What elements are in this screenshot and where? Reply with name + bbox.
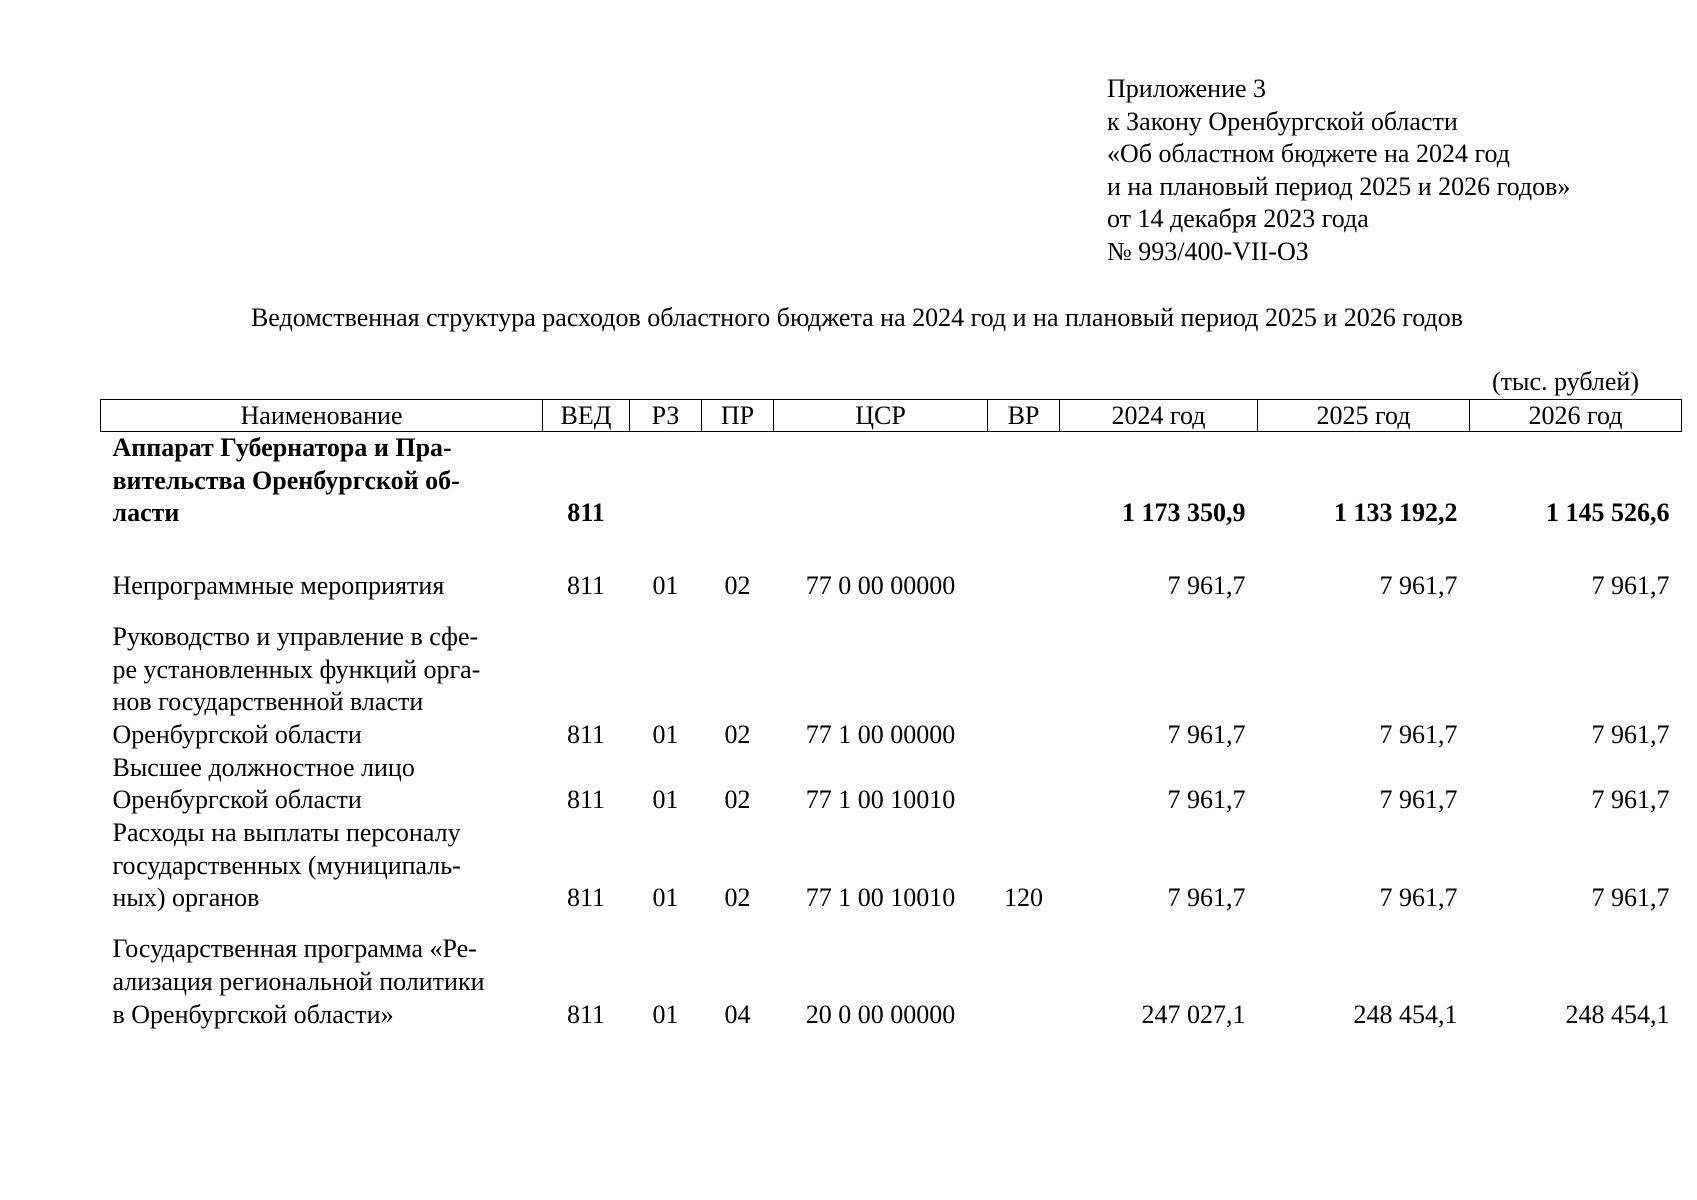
cell-name-line: Оренбургской области bbox=[112, 785, 362, 815]
cell-name-line: Аппарат Губернатора и Пра- bbox=[112, 433, 452, 462]
budget-table bbox=[100, 399, 1682, 1031]
cell-2026: 7 961,7 bbox=[1591, 571, 1670, 601]
cell-pr: 04 bbox=[724, 999, 751, 1029]
cell-2025: 7 961,7 bbox=[1379, 883, 1458, 913]
header-2026: 2026 год bbox=[1470, 400, 1682, 432]
header-2025: 2025 год bbox=[1258, 400, 1470, 432]
cell-name bbox=[101, 432, 543, 531]
cell-name-line: Высшее должностное лицо bbox=[112, 752, 415, 782]
cell-name-line: ласти bbox=[112, 498, 180, 528]
cell-2026: 7 961,7 bbox=[1591, 719, 1670, 749]
cell-2025: 1 133 192,2 bbox=[1334, 498, 1458, 528]
cell-name bbox=[101, 603, 543, 752]
table-row bbox=[101, 817, 1682, 915]
cell-2024: 7 961,7 bbox=[1167, 785, 1246, 815]
cell-ved: 811 bbox=[566, 719, 606, 749]
header-2024: 2024 год bbox=[1060, 400, 1258, 432]
cell-name-line: государственных (муниципаль- bbox=[112, 850, 461, 880]
cell-ved: 811 bbox=[566, 999, 606, 1029]
cell-csr: 77 1 00 10010 bbox=[805, 883, 956, 913]
cell-pr: 02 bbox=[724, 719, 751, 749]
cell-rz: 01 bbox=[652, 785, 679, 815]
cell-ved: 811 bbox=[567, 498, 605, 528]
cell-ved: 811 bbox=[566, 883, 606, 913]
header-pr: ПР bbox=[702, 400, 774, 432]
cell-name bbox=[101, 817, 543, 915]
cell-name bbox=[101, 752, 543, 817]
cell-name-line: Непрограммные мероприятия bbox=[112, 571, 445, 601]
cell-rz: 01 bbox=[652, 571, 679, 601]
cell-vr bbox=[988, 432, 1060, 531]
units-label: (тыс. рублей) bbox=[1491, 367, 1639, 396]
cell-pr bbox=[702, 432, 774, 531]
cell-name-line: в Оренбургской области» bbox=[112, 999, 394, 1029]
cell-2024: 247 027,1 bbox=[1141, 999, 1246, 1029]
cell-name-line: Государственная программа «Ре- bbox=[112, 934, 477, 964]
cell-2025: 248 454,1 bbox=[1353, 999, 1458, 1029]
cell-csr: 77 1 00 00000 bbox=[805, 719, 956, 749]
cell-name-line: Руководство и управление в сфе- bbox=[112, 621, 479, 651]
cell-2024: 7 961,7 bbox=[1167, 571, 1246, 601]
header-rz: РЗ bbox=[630, 400, 702, 432]
cell-vr bbox=[988, 915, 1060, 1031]
table-row bbox=[101, 603, 1682, 752]
appendix-line: и на плановый период 2025 и 2026 годов» bbox=[1107, 171, 1571, 201]
cell-name-line: Оренбургской области bbox=[112, 719, 362, 749]
cell-vr bbox=[988, 530, 1060, 603]
table-row bbox=[101, 432, 1682, 531]
cell-rz: 01 bbox=[652, 719, 679, 749]
cell-2025: 7 961,7 bbox=[1379, 571, 1458, 601]
cell-2026: 1 145 526,6 bbox=[1546, 498, 1670, 528]
cell-vr bbox=[988, 752, 1060, 817]
cell-name bbox=[101, 915, 543, 1031]
cell-name-line: Расходы на выплаты персоналу bbox=[112, 818, 461, 848]
cell-pr: 02 bbox=[724, 571, 751, 601]
cell-name bbox=[101, 530, 543, 603]
cell-rz: 01 bbox=[652, 883, 679, 913]
cell-ved: 811 bbox=[566, 571, 606, 601]
header-name: Наименование bbox=[101, 400, 543, 432]
table-header-row bbox=[101, 400, 1682, 432]
table-row bbox=[101, 915, 1682, 1031]
appendix-line: № 993/400-VII-ОЗ bbox=[1107, 236, 1309, 266]
appendix-line: к Закону Оренбургской области bbox=[1107, 106, 1458, 136]
cell-2026: 7 961,7 bbox=[1591, 883, 1670, 913]
header-csr: ЦСР bbox=[774, 400, 988, 432]
cell-name-line: ре установленных функций орга- bbox=[112, 654, 481, 684]
cell-rz: 01 bbox=[652, 999, 679, 1029]
cell-2025: 7 961,7 bbox=[1379, 785, 1458, 815]
appendix-line: «Об областном бюджете на 2024 год bbox=[1107, 139, 1510, 169]
table-body bbox=[101, 432, 1682, 1032]
appendix-block bbox=[1107, 73, 1570, 269]
header-ved: ВЕД bbox=[543, 400, 630, 432]
header-vr: ВР bbox=[988, 400, 1060, 432]
cell-pr: 02 bbox=[724, 785, 751, 815]
appendix-line: Приложение 3 bbox=[1107, 74, 1267, 103]
appendix-line: от 14 декабря 2023 года bbox=[1107, 204, 1369, 234]
cell-name-line: ализация региональной политики bbox=[112, 966, 485, 996]
cell-vr bbox=[988, 603, 1060, 752]
cell-pr: 02 bbox=[724, 883, 751, 913]
cell-2024: 7 961,7 bbox=[1167, 883, 1246, 913]
cell-2026: 7 961,7 bbox=[1591, 785, 1670, 815]
cell-2024: 1 173 350,9 bbox=[1122, 498, 1246, 528]
cell-csr bbox=[774, 432, 988, 531]
cell-csr: 20 0 00 00000 bbox=[805, 999, 956, 1029]
cell-csr: 77 1 00 10010 bbox=[805, 785, 956, 815]
cell-name-line: вительства Оренбургской об- bbox=[112, 465, 460, 495]
cell-rz bbox=[630, 432, 702, 531]
table-row bbox=[101, 530, 1682, 603]
cell-name-line: ных) органов bbox=[112, 883, 260, 913]
cell-2026: 248 454,1 bbox=[1565, 999, 1670, 1029]
cell-csr: 77 0 00 00000 bbox=[805, 571, 956, 601]
cell-2024: 7 961,7 bbox=[1167, 719, 1246, 749]
cell-ved: 811 bbox=[566, 785, 606, 815]
document-title: Ведомственная структура расходов областного бюджета на 2024 год и на плановый период 2025 и 2026 годов bbox=[250, 303, 1464, 332]
table-row bbox=[101, 752, 1682, 817]
cell-vr: 120 bbox=[1004, 883, 1043, 913]
cell-name-line: нов государственной власти bbox=[112, 687, 424, 717]
cell-2025: 7 961,7 bbox=[1379, 719, 1458, 749]
